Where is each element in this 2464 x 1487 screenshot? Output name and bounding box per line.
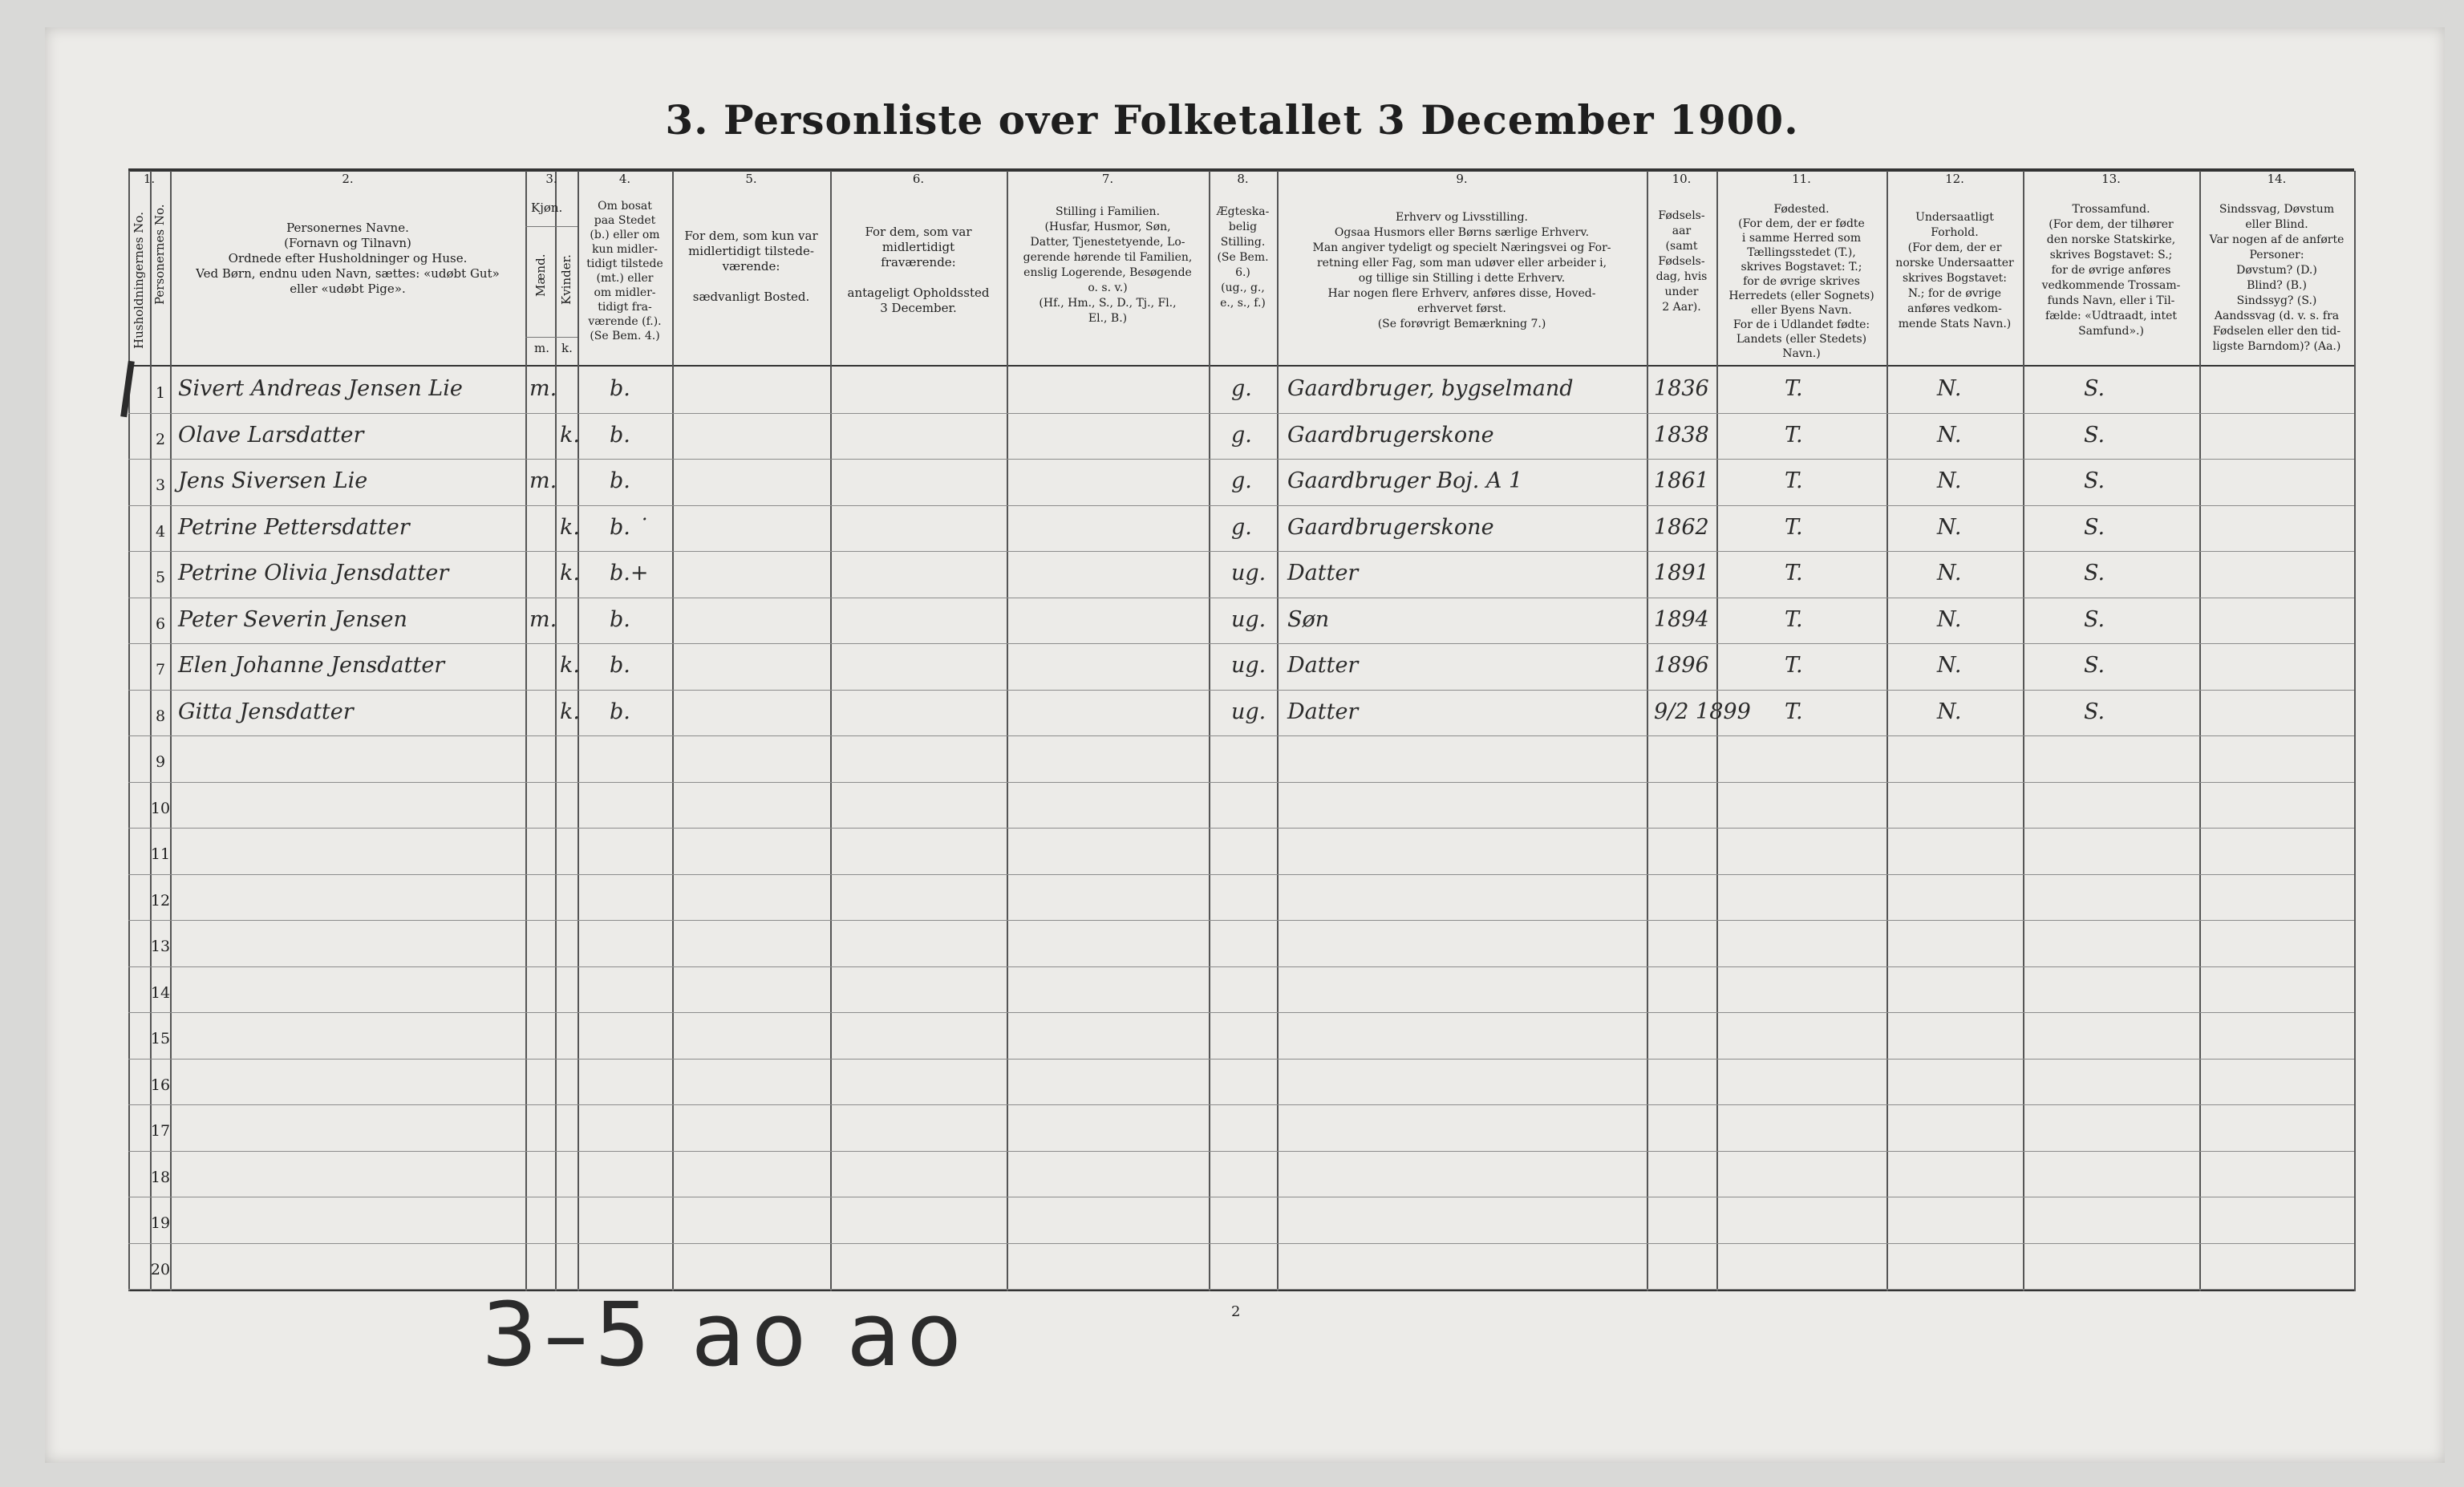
faith: S. [2084,653,2105,678]
col-number-10: 10. [1672,172,1692,186]
col-number-7: 7. [1101,172,1114,186]
birthplace: T. [1785,699,1803,724]
header-birth-year: Fødsels- aar (samt Fødsels- dag, hvis under 2 Aar). [1656,209,1708,314]
faith: S. [2084,699,2105,724]
nationality: N. [1937,606,1962,632]
marital-status: ug. [1231,561,1266,585]
row-number: 9 [155,753,166,771]
row-number: 5 [155,569,166,586]
header-usual-residence: For dem, som kun var midlertidigt tilstede- værende: sædvanligt Bosted. [684,229,818,304]
row-number: 10 [150,799,171,817]
row-line [128,1012,2354,1013]
residence-status: b. [610,376,630,401]
row-line [128,966,2354,967]
header-names: Personernes Navne. (Fornavn og Tilnavn) Ordnede efter Husholdninger og Huse. Ved Børn, endnu uden Navn, sættes: «udøbt Gut» eller «udøbt Pige». [196,221,500,296]
row-line [128,735,2354,736]
sex-male: m. [529,376,557,401]
marital-status: g. [1231,514,1252,540]
row-number: 1 [155,384,166,402]
marital-status: g. [1231,376,1252,401]
occupation: Gaardbrugerskone [1287,514,1494,540]
marital-status: g. [1231,468,1252,493]
residence-status: b. [610,606,630,632]
header-sex-k: k. [561,341,573,355]
birthplace: T. [1785,376,1803,401]
row-line [128,1104,2354,1105]
birthplace: T. [1785,561,1803,585]
person-name: Sivert Andreas Jensen Lie [178,376,463,401]
person-name: Gitta Jensdatter [178,699,354,724]
occupation: Datter [1287,653,1359,678]
person-name: Petrine Pettersdatter [178,514,410,540]
birthplace: T. [1785,422,1803,448]
col-number-6: 6. [912,172,925,186]
occupation: Gaardbruger, bygselmand [1287,376,1574,401]
header-temp-location: For dem, som var midlertidigt fraværende: antageligt Opholdssted 3 December. [847,225,990,315]
col-line [1886,171,1888,1291]
birth-year: 1862 [1654,514,1709,540]
person-name: Peter Severin Jensen [178,606,407,632]
sex-subdivider [525,226,578,227]
row-number: 4 [155,522,166,541]
birth-year: 1891 [1654,561,1709,585]
row-line [128,1151,2354,1152]
sex-female: k. [560,653,580,678]
row-line [128,459,2354,460]
row-line [128,782,2354,783]
sex-female: k. [560,422,580,448]
person-name: Petrine Olivia Jensdatter [178,561,449,585]
header-sex-m: m. [534,341,549,355]
col-number-12: 12. [1945,172,1964,186]
pencil-annotation: 3–5 ao ao [481,1283,968,1386]
residence-status: b. [610,699,630,724]
row-number: 16 [150,1076,171,1094]
header-person-no: Personernes No. [152,204,167,305]
row-line [128,828,2354,829]
nationality: N. [1937,422,1962,448]
faith: S. [2084,468,2105,493]
birth-year: 9/2 1899 [1654,699,1751,724]
row-number: 7 [155,661,166,679]
birthplace: T. [1785,468,1803,493]
row-line [128,690,2354,691]
faith: S. [2084,514,2105,540]
col-line [1209,171,1210,1291]
row-number: 3 [155,476,166,494]
col-number-8: 8. [1237,172,1249,186]
row-line [128,413,2354,414]
occupation: Datter [1287,561,1359,585]
sex-female: k. [560,699,580,724]
col-line [830,171,832,1291]
header-marital-status: Ægteska- belig Stilling. (Se Bem. 6.) (ug., g., e., s., f.) [1216,205,1270,310]
header-family-position: Stilling i Familien. (Husfar, Husmor, Søn, Datter, Tjenestetyende, Lo- gerende hørende til Familien, enslig Logerende, Besøgende o. s. v.) (Hf., Hm., S., D., Tj., Fl., El., B.) [1023,205,1193,325]
col-number-9: 9. [1456,172,1468,186]
col-line [1647,171,1648,1291]
header-birthplace: Fødested. (For dem, der er fødte i samme Herred som Tællingsstedet (T.), skrives Bogstavet: T.; for de øvrige skrives Herredets (eller Sognets) eller Byens Navn. For de i Udlandet fødte: Landets (eller Stedets) Navn.) [1728,203,1874,360]
occupation: Gaardbruger Boj. A 1 [1287,468,1523,493]
row-number: 18 [150,1168,171,1186]
col-number-13: 13. [2101,172,2121,186]
row-number: 17 [150,1122,171,1140]
header-sex: Kjøn. [531,201,563,215]
col-number-1: 1. [143,172,156,186]
header-sex-men: Mænd. [533,253,548,297]
sex-female: k. [560,514,580,540]
header-disability: Sindssvag, Døvstum eller Blind. Var nogen af de anførte Personer: Døvstum? (D.) Blind? (B.) Sindssyg? (S.) Aandssvag (d. v. s. fra Fødselen eller den tid- ligste Barndom)? (Aa.) [2209,203,2344,353]
occupation: Datter [1287,699,1359,724]
header-sex-women: Kvinder. [559,254,573,305]
col-number-3: 3. [545,172,557,186]
header-household-no: Husholdningernes No. [132,212,146,349]
row-line [128,920,2354,921]
col-line [128,171,130,1291]
sex-subdivider-bottom [525,337,578,338]
person-name: Olave Larsdatter [178,422,364,448]
row-line [128,1289,2354,1290]
col-line [672,171,674,1291]
col-number-14: 14. [2267,172,2287,186]
nationality: N. [1937,376,1962,401]
nationality: N. [1937,561,1962,585]
col-number-2: 2. [342,172,354,186]
residence-status: b. ˙ [610,514,648,540]
marital-status: ug. [1231,606,1266,632]
faith: S. [2084,606,2105,632]
header-bottom-rule [128,365,2354,367]
nationality: N. [1937,653,1962,678]
birthplace: T. [1785,514,1803,540]
nationality: N. [1937,468,1962,493]
sex-male: m. [529,468,557,493]
row-line [128,874,2354,875]
row-line [128,551,2354,552]
bottom-rule [128,1290,2354,1291]
col-number-5: 5. [745,172,757,186]
occupation: Søn [1287,606,1330,632]
occupation: Gaardbrugerskone [1287,422,1494,448]
marital-status: ug. [1231,699,1266,724]
header-nationality: Undersaatligt Forhold. (For dem, der er norske Undersaatter skrives Bogstavet: N.; for de øvrige anføres vedkom- mende Stats Navn.) [1895,211,2014,330]
birthplace: T. [1785,606,1803,632]
birth-year: 1836 [1654,376,1709,401]
col-line [1277,171,1279,1291]
residence-status: b. [610,422,630,448]
header-faith: Trossamfund. (For dem, der tilhører den norske Statskirke, skrives Bogstavet: S.; for de øvrige anføres vedkommende Trossam- funds Navn, eller i Til- fælde: «Udtraadt, intet Samfund».) [2041,203,2181,338]
col-line [1007,171,1008,1291]
row-number: 8 [155,707,166,725]
person-name: Elen Johanne Jensdatter [178,653,445,678]
row-line [128,1059,2354,1060]
nationality: N. [1937,514,1962,540]
faith: S. [2084,561,2105,585]
col-line [2354,171,2356,1291]
row-number: 6 [155,614,166,633]
row-number: 14 [150,983,171,1002]
birth-year: 1838 [1654,422,1709,448]
birth-year: 1861 [1654,468,1709,493]
nationality: N. [1937,699,1962,724]
marital-status: g. [1231,422,1252,448]
col-number-4: 4. [618,172,631,186]
row-number: 19 [150,1214,171,1232]
residence-status: b. [610,653,630,678]
sex-male: m. [529,606,557,632]
page-title: 3. Personliste over Folketallet 3 December 1900. [665,96,1799,144]
faith: S. [2084,422,2105,448]
row-line [128,505,2354,506]
faith: S. [2084,376,2105,401]
residence-status: b. [610,468,630,493]
col-number-11: 11. [1792,172,1811,186]
col-line [555,171,557,1291]
page-number: 2 [1231,1303,1241,1320]
row-number: 15 [150,1030,171,1047]
row-number: 2 [155,430,166,448]
header-occupation: Erhverv og Livsstilling. Ogsaa Husmors eller Børns særlige Erhverv. Man angiver tydeligt og specielt Næringsvei og For- retning eller Fag, som man udøver eller arbeider i, og tillige sin Stilling i dette Erhverv. Har nogen flere Erhverv, anføres disse, Hoved- erhvervet først. (Se forøvrigt Bemærkning 7.) [1312,211,1611,330]
row-line [128,1243,2354,1244]
birth-year: 1896 [1654,653,1709,678]
marital-status: ug. [1231,653,1266,678]
birthplace: T. [1785,653,1803,678]
residence-status: b.+ [610,561,649,585]
birth-year: 1894 [1654,606,1709,632]
sex-female: k. [560,561,580,585]
row-line [128,643,2354,644]
row-number: 13 [150,938,171,955]
row-number: 12 [150,891,171,910]
col-line [525,171,527,1291]
header-residence: Om bosat paa Stedet (b.) eller om kun midler- tidigt tilstede (mt.) eller om midler- tidigt fra- værende (f.). (Se Bem. 4.) [586,200,663,342]
person-name: Jens Siversen Lie [178,468,368,493]
row-number: 11 [150,845,171,863]
row-number: 20 [150,1260,171,1278]
